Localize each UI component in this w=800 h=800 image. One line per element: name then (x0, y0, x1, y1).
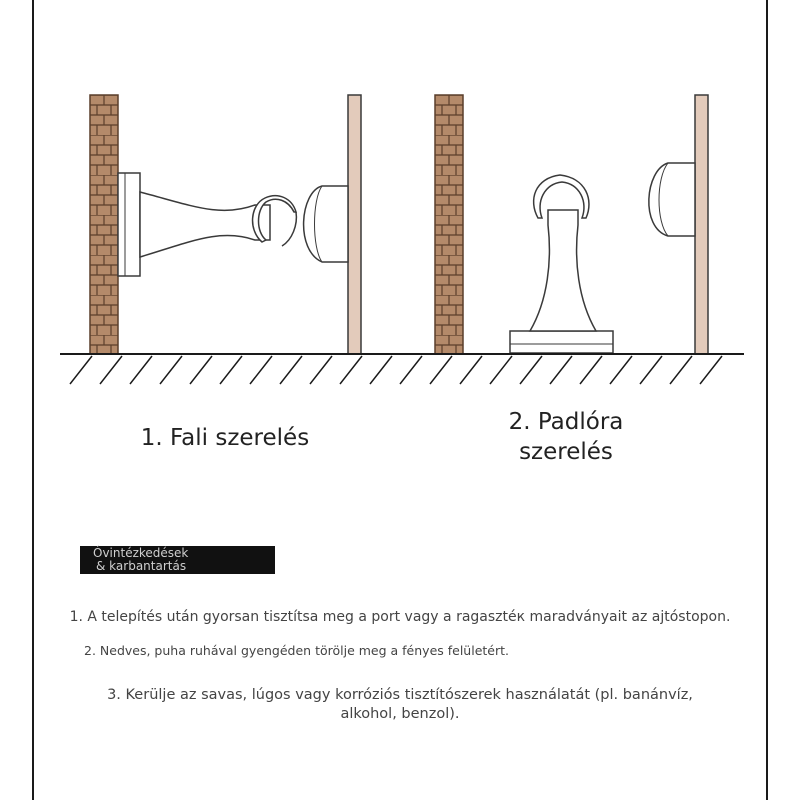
floor-hatch-stroke (400, 356, 422, 384)
floor-hatch-stroke (100, 356, 122, 384)
floor-hatch-stroke (280, 356, 302, 384)
floor-hatch-stroke (70, 356, 92, 384)
precautions-badge (80, 546, 275, 574)
floor-hatch-stroke (580, 356, 602, 384)
floor-mount-caption (466, 407, 666, 467)
magnet-hook (253, 196, 296, 242)
precaution-item-2: 2. Nedves, puha ruhával gyengéden törölje meg a fényes felületért. (84, 643, 509, 658)
wall-mount-figure (90, 95, 361, 354)
floor-hatch-stroke (340, 356, 362, 384)
floor-hatch-stroke (670, 356, 692, 384)
floor-mount-caption-line2: szerelés (519, 439, 613, 465)
floor-hatch-stroke (370, 356, 392, 384)
floor-hatch-stroke (640, 356, 662, 384)
floor-hatch-stroke (220, 356, 242, 384)
floor-hatch-stroke (700, 356, 722, 384)
door-magnet-cup (304, 186, 348, 262)
floor-hatch-stroke (190, 356, 212, 384)
floor-base-plate (510, 331, 613, 353)
brick-wall (435, 95, 463, 354)
floor-hatch-stroke (430, 356, 452, 384)
precautions-badge-line1: Óvintézkedések (93, 546, 189, 560)
floor-hatch-stroke (460, 356, 482, 384)
floor-hatch-stroke (130, 356, 152, 384)
precautions-badge-line2: & karbantartás (96, 559, 187, 573)
stopper-stem (530, 210, 596, 331)
door-panel (695, 95, 708, 354)
floor-hatch-stroke (550, 356, 572, 384)
brick-wall (90, 95, 118, 354)
door-panel (348, 95, 361, 354)
precaution-item-1: 1. A telepítés után gyorsan tisztítsa meg a port vagy a ragasztéк maradványait az ajtóstopon. (69, 609, 731, 625)
floor-hatch-stroke (520, 356, 542, 384)
floor-hatch-stroke (490, 356, 512, 384)
wall-mount-caption: 1. Fali szerelés (140, 425, 310, 451)
floor-hatch-stroke (160, 356, 182, 384)
floor (60, 354, 744, 384)
floor-hatch-stroke (310, 356, 332, 384)
door-magnet-cup (649, 163, 695, 236)
precaution-item-3: 3. Kerülje az savas, lúgos vagy korróziós tisztítószerek használatát (pl. banánvíz, alkohol, benzol). (107, 687, 693, 722)
floor-mount-caption-line1: 2. Padlóra (508, 409, 624, 435)
stopper-stem (140, 192, 270, 257)
floor-hatch-stroke (250, 356, 272, 384)
wall-base-plate (118, 173, 140, 276)
floor-mount-figure (435, 95, 708, 354)
floor-hatch-stroke (610, 356, 632, 384)
